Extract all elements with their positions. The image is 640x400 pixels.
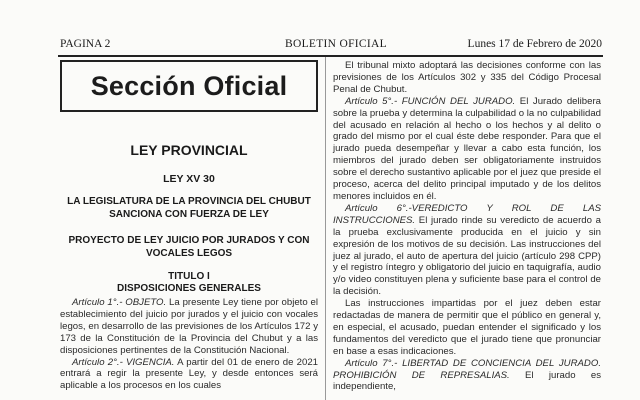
- article-5: [333, 96, 601, 203]
- title-number: TITULO I: [168, 271, 210, 282]
- page-number: PAGINA 2: [60, 38, 111, 50]
- article-5-heading: Artículo 5°.- FUNCIÓN DEL JURADO.: [345, 95, 516, 107]
- article-7-heading: Artículo 7°.- LIBERTAD DE CONCIENCIA DEL JURADO. PROHIBICIÓN DE REPRESALIAS.: [333, 357, 601, 381]
- article-1-heading: Artículo 1°.- OBJETO.: [72, 297, 167, 308]
- article-6: [333, 203, 601, 298]
- column-divider: [325, 57, 326, 400]
- paragraph-tribunal: El tribunal mixto adoptará las decisiones conforme con las previsiones de los Artículos 302 y 335 del Código Procesal Penal de Chubut.: [333, 60, 601, 95]
- law-heading: LEY PROVINCIAL: [130, 142, 248, 158]
- page-header: [60, 38, 602, 54]
- law-number: LEY XV 30: [163, 173, 215, 185]
- article-2: [60, 357, 318, 393]
- section-title: Sección Oficial: [60, 60, 318, 112]
- project-line-1: PROYECTO DE LEY JUICIO POR JURADOS Y CON: [68, 235, 310, 246]
- article-2-text: A partir del 01 de enero de 2021 entrará a regir la presente Ley, y desde entonces será aplicable a los procesos en los cuales: [60, 356, 319, 392]
- article-6-heading: Artículo 6°.-VEREDICTO Y ROL DE LAS INSTRUCCIONES.: [333, 202, 601, 226]
- header-rule: [58, 55, 603, 57]
- article-7-text: El jurado es independiente,: [333, 369, 602, 393]
- project-line-2: VOCALES LEGOS: [145, 247, 233, 259]
- article-7: [333, 358, 601, 394]
- article-1-text: La presente Ley tiene por objeto el establecimiento del juicio por jurados y el juicio con vocales legos, en desarrollo de las previsiones de los Artículos 172 y 173 de la Constitución de la Provincia del Chubut y a las disposiciones pertinentes de la Constitución Nacional.: [60, 297, 318, 356]
- article-1: [60, 297, 318, 357]
- article-2-heading: Artículo 2°.- VIGENCIA.: [72, 356, 175, 368]
- article-6-text: El jurado rinde su veredicto de acuerdo a la prueba exclusivamente producida en el juicio y sin expresión de los motivos de su decisión. Las instrucciones del juez al jurado, el auto de apertura del juicio (artículo 298 CPP) y el registro íntegro y obligatorio del juicio en taquigrafía, audio y/o video constituyen plena y suficiente base para el control de la decisión.: [333, 214, 601, 298]
- article-5-text: El Jurado delibera sobre la prueba y determina la culpabilidad o la no culpabilidad del acusado en relación al hecho o los hechos y al delito o grado del mismo por el cual éste debe responder. Para que el jurado pueda desempeñar y llevar a cabo esta función, los miembros del jurado deben ser obligatoriamente instruidos sobre el derecho sustantivo aplicable por el juez que preside el proceso, acerca del delito principal imputado y de los delitos menores incluidos en él.: [333, 95, 601, 202]
- publication-name: BOLETIN OFICIAL: [285, 38, 387, 50]
- legislature-statement: [58, 196, 320, 221]
- legislature-line-1: LA LEGISLATURA DE LA PROVINCIA DEL CHUBUT: [67, 196, 311, 207]
- title-subheading: DISPOSICIONES GENERALES: [117, 283, 261, 294]
- publication-date: Lunes 17 de Febrero de 2020: [467, 38, 602, 50]
- paragraph-instructions: Las instrucciones impartidas por el juez deben estar redactadas de manera de permitir que el público en general y, en especial, el acusado, puedan entender el significado y los fundamentos del veredicto que el jurado tiene que pronunciar en base a esas indicaciones.: [333, 298, 601, 357]
- left-column-text: [60, 297, 318, 392]
- legislature-line-2: SANCIONA CON FUERZA DE LEY: [109, 208, 269, 220]
- project-title: [58, 235, 320, 260]
- right-column-text: [333, 60, 601, 393]
- title-heading: [58, 271, 320, 295]
